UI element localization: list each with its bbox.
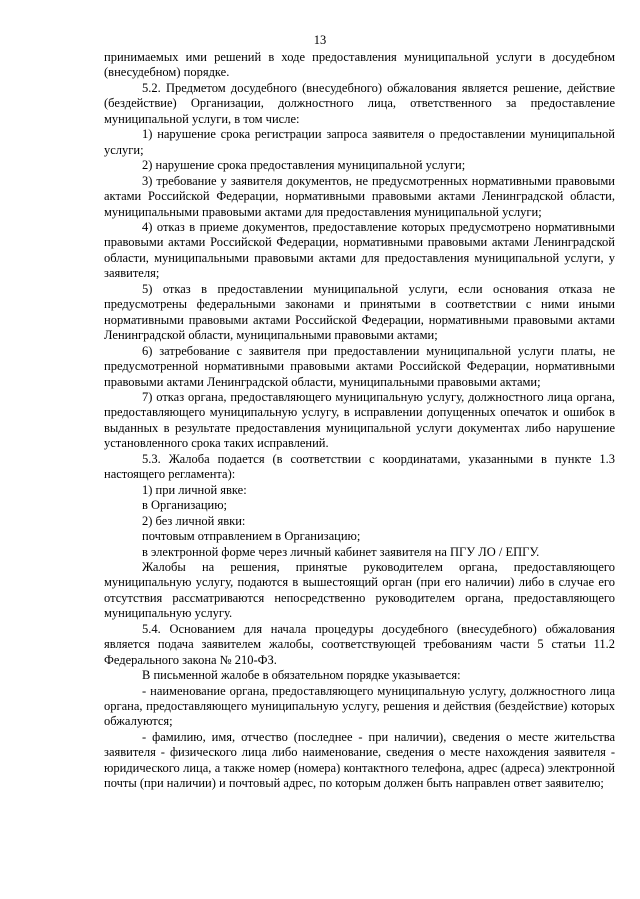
paragraph: 5.4. Основанием для начала процедуры досудебного (внесудебного) обжалования является подача заявителем жалобы, соответствующей требованиям части 5 статьи 11.2 Федерального закона № 210-ФЗ. xyxy=(104,621,615,667)
paragraph: 5.3. Жалоба подается (в соответствии с координатами, указанными в пункте 1.3 настоящего регламента): xyxy=(104,451,615,482)
paragraph: 4) отказ в приеме документов, предоставление которых предусмотрено нормативными правовыми актами Российской Федерации, нормативными правовыми актами Ленинградской области, муниципальными правовыми актами для предоставления муниципальной услуги, у заявителя; xyxy=(104,219,615,281)
paragraph: 7) отказ органа, предоставляющего муниципальную услугу, должностного лица органа, предоставляющего муниципальную услугу, в исправлении допущенных опечаток и ошибок в выданных в результате предоставления муниципальной услуги документах либо нарушение установленного срока таких исправлений. xyxy=(104,389,615,451)
paragraph: 5.2. Предметом досудебного (внесудебного) обжалования является решение, действие (бездействие) Организации, должностного лица, ответственного за предоставление муниципальной услуги, в том числе: xyxy=(104,80,615,126)
paragraph: в Организацию; xyxy=(142,498,228,513)
paragraph: 2) нарушение срока предоставления муниципальной услуги; xyxy=(142,158,466,173)
paragraph: в электронной форме через личный кабинет заявителя на ПГУ ЛО / ЕПГУ. xyxy=(142,544,540,559)
paragraph: 2) без личной явки: xyxy=(142,513,246,528)
document-body xyxy=(104,50,615,792)
page-number: 13 xyxy=(313,33,327,47)
paragraph: Жалобы на решения, принятые руководителем органа, предоставляющего муниципальную услугу, подаются в вышестоящий орган (при его наличии) либо в случае его отсутствия рассматриваются непосредственно руководителем органа, предоставляющего муниципальную услугу. xyxy=(104,559,615,621)
paragraph: 6) затребование с заявителя при предоставлении муниципальной услуги платы, не предусмотренной нормативными правовыми актами Российской Федерации, нормативными правовыми актами Ленинградской области, муниципальными правовыми актами; xyxy=(104,343,615,389)
paragraph: - наименование органа, предоставляющего муниципальную услугу, должностного лица органа, предоставляющего муниципальную услугу, решения и действия (бездействие) которых обжалуются; xyxy=(104,683,615,729)
paragraph: - фамилию, имя, отчество (последнее - при наличии), сведения о месте жительства заявителя - физического лица либо наименование, сведения о месте нахождения заявителя - юридического лица, а также номер (номера) контактного телефона, адрес (адреса) электронной почты (при наличии) и почтовый адрес, по которым должен быть направлен ответ заявителю; xyxy=(104,729,615,791)
paragraph: 5) отказ в предоставлении муниципальной услуги, если основания отказа не предусмотрены федеральными законами и принятыми в соответствии с ними иными нормативными правовыми актами Российской Федерации, нормативными правовыми актами Ленинградской области, муниципальными правовыми актами; xyxy=(104,281,615,343)
paragraph: принимаемых ими решений в ходе предоставления муниципальной услуги в досудебном (внесудебном) порядке. xyxy=(104,50,615,80)
paragraph: почтовым отправлением в Организацию; xyxy=(142,529,361,544)
paragraph: 3) требование у заявителя документов, не предусмотренных нормативными правовыми актами Российской Федерации, нормативными правовыми актами Ленинградской области, муниципальными правовыми актами для предоставления муниципальной услуги; xyxy=(104,173,615,219)
paragraph: В письменной жалобе в обязательном порядке указывается: xyxy=(142,668,461,683)
paragraph: 1) при личной явке: xyxy=(142,482,247,497)
paragraph: 1) нарушение срока регистрации запроса заявителя о предоставлении муниципальной услуги; xyxy=(104,127,615,157)
